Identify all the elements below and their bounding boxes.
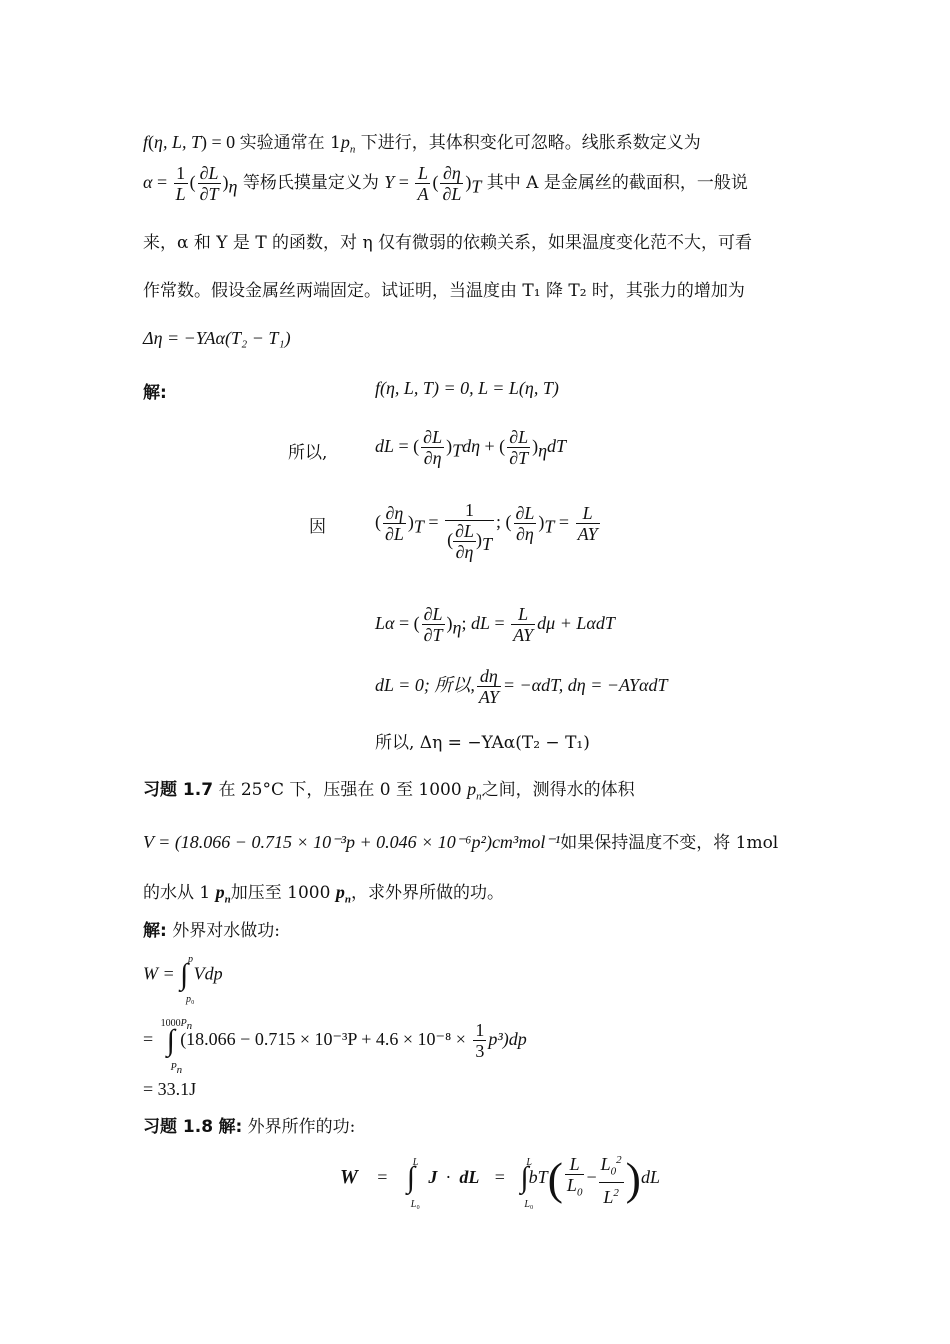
intro-line-3: 来，α 和 Y 是 T 的函数，对 η 仅有微弱的依赖关系，如果温度变化范不大，可看 xyxy=(143,233,753,253)
intro-line-2: α = $\frac{1}{L}$ ( $\frac{\partial L}{\partial T}$ )$_\eta$ 等杨氏摸量定义为 Y = $\frac{L}{A}$ ( $\frac{\partial\eta}{\partial L}$ )$_T$ 其中 A 是金属丝的截面积，一般说 xyxy=(143,163,748,204)
fraction-L-over-A: $\frac{L}{A}$ xyxy=(417,163,429,204)
problem-1-8-label: 习题 1.8 xyxy=(143,1117,214,1137)
problem-1-8-line: 习题 1.8 解: 外界所作的功: xyxy=(143,1117,356,1137)
fraction-dL-dT: $\frac{\partial L}{\partial T}$ xyxy=(199,163,219,204)
problem-1-7-line-3: 的水从 1 $p_n$加压至 1000 $p_n$，求外界所做的功。 xyxy=(143,882,504,906)
solution-1-eq5: dL = 0; 所以, $\frac{d\eta}{AY}$ = −αdT, dη = −AYαdT xyxy=(375,666,668,707)
problem-1-7-formula: V = (18.066 − 0.715 × 10⁻³p + 0.046 × 10⁻⁶p²)cm³mol⁻¹如果保持温度不变，将 1mol xyxy=(143,832,779,853)
solution-1-eq3: ( $\frac{\partial\eta}{\partial L}$ )$_T$ = 1 ( $\frac{\partial L}{\partial\eta}$ )$_T$ ; ( $\frac{\partial L}{\partial\eta}$ )$_T$ = $\frac{L}{AY}$ xyxy=(375,500,598,562)
intro-text-2-tail: 其中 A 是金属丝的截面积，一般说 xyxy=(486,173,748,193)
problem-1-7-solution-line: 解: 外界对水做功: xyxy=(143,921,280,941)
solution-1-final: 所以, Δη = −YAα(T₂ − T₁) xyxy=(375,733,590,753)
problem-1-7-label: 习题 1.7 xyxy=(143,780,214,800)
intro-line-1: f(η, L, T) = 0 实验通常在 $1p_n$ 下进行，其体积变化可忽略。线胀系数定义为 xyxy=(143,132,701,156)
solution-1-label: 解: xyxy=(143,383,167,403)
intro-text-1: 实验通常在 1 xyxy=(239,133,341,153)
intro-line-5: Δη = −YAα(T₂ − T₁) xyxy=(143,328,291,348)
fraction-deta-dL: $\frac{\partial\eta}{\partial L}$ xyxy=(442,163,462,204)
fraction-1-over-L: $\frac{1}{L}$ xyxy=(175,163,186,204)
solution-1-eq2: dL = ( $\frac{\partial L}{\partial\eta}$ )$_Td\eta$ + ( $\frac{\partial L}{\partial T}$ )$_\eta dT$ xyxy=(375,427,567,468)
problem-1-7-w-integral: W = ∫ p p₀ Vdp xyxy=(143,954,223,1005)
intro-text-1-tail: 下进行，其体积变化可忽略。线胀系数定义为 xyxy=(360,133,701,153)
solution-1-so-label: 所以, xyxy=(288,443,328,463)
intro-line-4: 作常数。假设金属丝两端固定。试证明，当温度由 T₁ 降 T₂ 时，其张力的增加为 xyxy=(143,281,745,301)
problem-1-7-sol-label: 解: xyxy=(143,921,167,941)
intro-text-2-mid: 等杨氏摸量定义为 xyxy=(242,173,379,193)
solution-1-eq4: Lα = ( $\frac{\partial L}{\partial T}$ )$_\eta$; dL = $\frac{L}{AY}$ dμ + LαdT xyxy=(375,604,615,645)
solution-1-eq1: f(η, L, T) = 0, L = L(η, T) xyxy=(375,378,559,398)
solution-1-because-label: 因 xyxy=(309,517,326,537)
problem-1-8-work-integral: W = ∫ L L₀ J · dL = ∫ L L₀ bT( $\frac{L}{L_0}$ − $\frac{L_0^2}{L^2}$ )dL xyxy=(340,1150,660,1210)
problem-1-7-line-1: 习题 1.7 在 25°C 下，压强在 0 至 1000 $p_n$之间，测得水的体积 xyxy=(143,779,635,803)
problem-1-7-integral-2: = ∫ $1000P_n$ $P_n$ (18.066 − 0.715 × 10⁻³P + 4.6 × 10⁻⁸ × $\frac{1}{3}$ p³)dp xyxy=(143,1017,527,1076)
problem-1-7-result: = 33.1J xyxy=(143,1079,197,1099)
